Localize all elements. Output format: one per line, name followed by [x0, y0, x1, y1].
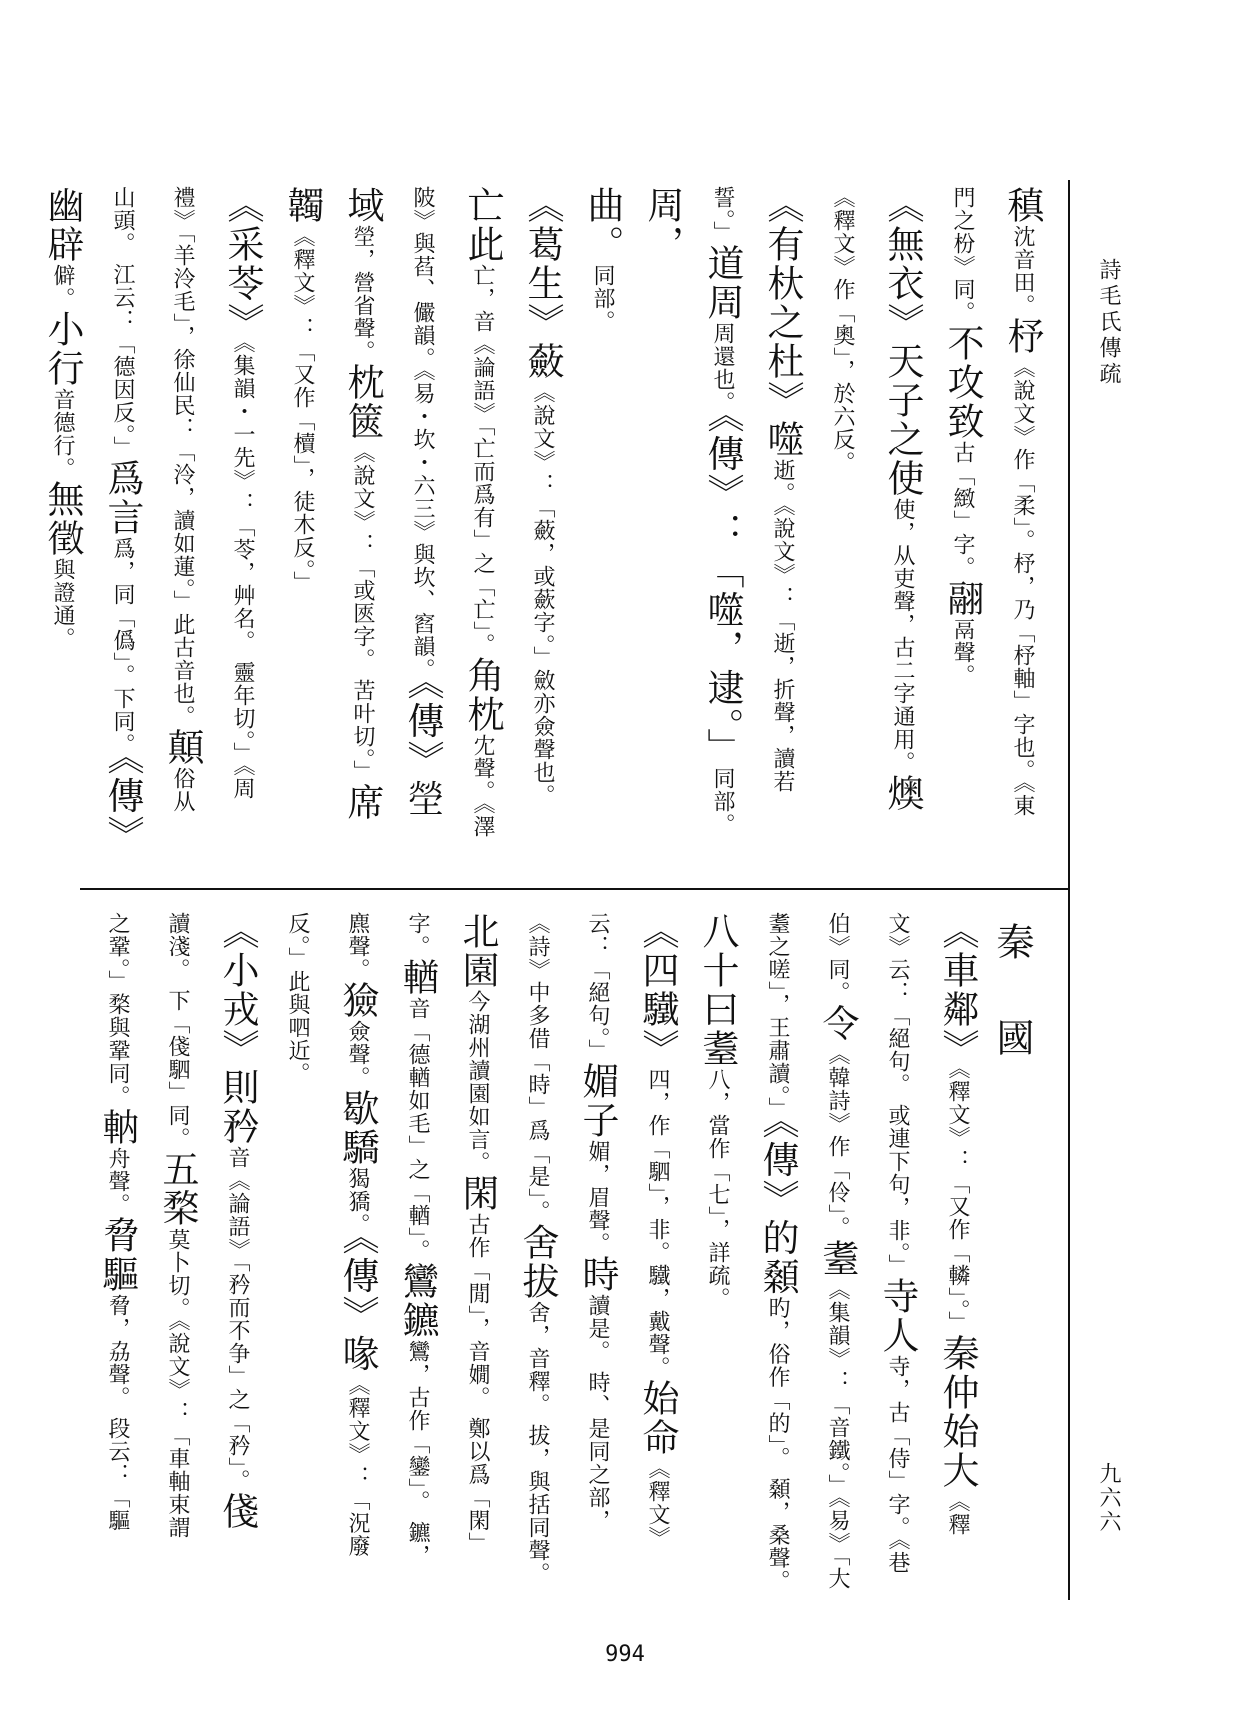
commentary-text: 僉聲。 [345, 1020, 370, 1089]
main-text: 《車鄰》 [936, 912, 979, 1068]
commentary-text: 陂》與萏、儼韻。《易・坎・六三》與坎、窞韻。 [410, 186, 435, 681]
commentary-text: 爲，同「僞」。下同。 [110, 537, 135, 756]
commentary-text: 反。」此與呬近。 [285, 912, 310, 1085]
commentary-text: 僻。 [50, 264, 75, 310]
commentary-text: 《說文》：「蘞，或蘝字。」斂亦僉聲也。 [530, 381, 555, 807]
commentary-text: 舟聲。 [105, 1147, 130, 1216]
main-text: 《傳》：「噬，逮。」 [701, 414, 744, 767]
main-text: 始命 [636, 1379, 679, 1457]
lower-text-block [82, 912, 987, 1602]
main-text: 曲。 [581, 186, 624, 264]
main-text: 五楘 [156, 1150, 199, 1228]
main-text: 亡此 [461, 186, 504, 264]
commentary-text: 誓。」 [710, 186, 735, 244]
commentary-text: 使，从吏聲，古二字通用。 [890, 498, 915, 774]
commentary-text: 旳，俗作「的」。 顙，桑聲。 [765, 1296, 790, 1593]
text-column [687, 912, 747, 1602]
main-text: 翮 [941, 579, 984, 618]
main-text: 韣 [281, 186, 324, 225]
commentary-text: 云：「絕句。」 [585, 912, 610, 1062]
text-column [447, 912, 507, 1602]
commentary-text: 山頭。 江云：「德因反。」 [110, 186, 135, 459]
text-column [747, 912, 807, 1602]
section-heading: 秦國 [990, 922, 1034, 1114]
commentary-text: 《韓詩》作「伶」。 [825, 1043, 850, 1239]
commentary-text: 古作「閒」，音嫺。 鄭以爲「閑」 [465, 1213, 490, 1555]
text-column [92, 186, 152, 876]
commentary-text: 周還也。 [710, 322, 735, 414]
main-text: 爲言 [101, 459, 144, 537]
commentary-text: 脅，劦聲。 段云：「驅 [105, 1294, 130, 1532]
main-text: 席 [341, 783, 384, 822]
commentary-text: 耋之嗟」，王肅讀。」 [765, 912, 790, 1120]
commentary-text: 鬲聲。 [950, 618, 975, 687]
commentary-text: 《集韻・一先》：「苓，艸名。 靈年切。」《周 [230, 342, 255, 800]
main-text: 《有杕之杜》噬 [761, 186, 804, 459]
commentary-text: 音《論語》「矜而不争」之「矜」。 [225, 1146, 250, 1492]
text-column [267, 912, 327, 1602]
commentary-text: 同部。 [590, 264, 615, 333]
commentary-text: 《釋文》：「況廢 [345, 1373, 370, 1558]
text-column [512, 186, 572, 876]
commentary-text: 冘聲。《澤 [470, 734, 495, 838]
commentary-text: 舍，音釋。 拔，與括同聲。 [525, 1301, 550, 1585]
margin-rule [1068, 180, 1070, 1600]
main-text: 《小戎》則矜 [216, 912, 259, 1146]
text-column [567, 912, 627, 1602]
text-column [327, 912, 387, 1602]
main-text: 《傳》喙 [336, 1236, 379, 1374]
main-text: 《傳》 [101, 756, 144, 855]
main-text: 輶 [396, 958, 439, 997]
commentary-text: 字。 [405, 912, 430, 958]
main-text: 周， [641, 186, 684, 264]
commentary-text: 音「德輶如毛」之「輶」。 [405, 997, 430, 1262]
main-text: 俴 [216, 1492, 259, 1531]
main-text: 顛 [161, 728, 204, 767]
commentary-text: 塋，營省聲。 [350, 225, 375, 363]
text-column [812, 186, 872, 876]
main-text: 令 [816, 1004, 859, 1043]
main-text: 脅驅 [96, 1216, 139, 1294]
main-text: 《四驖》 [636, 912, 679, 1068]
commentary-text: 與證通。 [50, 558, 75, 650]
commentary-text: 猲獢。 [345, 1167, 370, 1236]
text-column [387, 912, 447, 1602]
text-column [147, 912, 207, 1602]
main-text: 媚子 [576, 1062, 619, 1140]
commentary-text: 媚，眉聲。 [585, 1140, 610, 1255]
main-text: 寺人 [876, 1277, 919, 1355]
commentary-text: 讀淺。 下「俴駟」同。 [165, 912, 190, 1150]
commentary-text: 沈音田。 [1010, 225, 1035, 317]
text-column [212, 186, 272, 876]
running-title: 詩毛氏傳疏 [1096, 258, 1121, 388]
commentary-text: 鸞，古作「鑾」。 鑣， [405, 1340, 430, 1567]
main-text: 《葛生》蘞 [521, 186, 564, 381]
main-text: 幽辟 [41, 186, 84, 264]
main-text: 耋 [816, 1239, 859, 1278]
commentary-text: 寺，古「侍」字。《巷 [885, 1355, 910, 1574]
main-text: 《無衣》天子之使 [881, 186, 924, 498]
commentary-text: 莫卜切。《說文》：「車軸束謂 [165, 1228, 190, 1539]
text-column [392, 186, 452, 876]
main-text: 八十曰耋 [696, 912, 739, 1068]
main-text: 杼 [1001, 317, 1044, 356]
commentary-text: 《集韻》：「音鐵。」《易》「大 [825, 1278, 850, 1590]
commentary-text: 八，當作「七」，詳疏。 [705, 1068, 730, 1310]
main-text: 歇驕 [336, 1089, 379, 1167]
commentary-text: 《說文》：「或匧字。 苦叶切。」 [350, 441, 375, 783]
commentary-text: 四，作「駟」，非。驖，戴聲。 [645, 1068, 670, 1379]
commentary-text: 亡，音《論語》「亡而爲有」之「亡」。 [470, 264, 495, 656]
commentary-text: 《釋文》：「又作「轔」。」 [945, 1068, 970, 1334]
commentary-text: 《釋 [945, 1490, 970, 1536]
commentary-text: 古「緻」字。 [950, 441, 975, 579]
text-column [152, 186, 212, 876]
commentary-text: 《詩》中多借「時」爲「是」。 [525, 912, 550, 1223]
main-text: 《采苓》 [221, 186, 264, 342]
text-column [867, 912, 927, 1602]
text-column [807, 912, 867, 1602]
main-text: 枕篋 [341, 363, 384, 441]
text-column [332, 186, 392, 876]
commentary-text: 《釋文》 [645, 1457, 670, 1549]
text-column [452, 186, 512, 876]
main-text: 秦仲始大 [936, 1334, 979, 1490]
main-text: 《傳》塋 [401, 681, 444, 819]
upper-text-block [41, 186, 1052, 876]
commentary-text: 音德行。 [50, 388, 75, 480]
main-text: 小行 [41, 310, 84, 388]
commentary-text: 麃聲。 [345, 912, 370, 981]
main-text: 角枕 [461, 656, 504, 734]
main-text: 舍拔 [516, 1223, 559, 1301]
main-text: 稹 [1001, 186, 1044, 225]
text-column [272, 186, 332, 876]
commentary-text: 《釋文》作「奧」，於六反。 [830, 186, 855, 474]
text-column [32, 186, 92, 876]
main-text: 鸞鑣 [396, 1262, 439, 1340]
main-text: 北園 [456, 912, 499, 990]
commentary-text: 門之枌》同。 [950, 186, 975, 324]
text-column [207, 912, 267, 1602]
text-column [627, 912, 687, 1602]
commentary-text: 之鞏。」楘與鞏同。 [105, 912, 130, 1108]
text-column [932, 186, 992, 876]
page-number-chinese: 九六六 [1096, 1462, 1121, 1534]
main-text: 不攻致 [941, 324, 984, 441]
text-column [507, 912, 567, 1602]
main-text: 軜 [96, 1108, 139, 1147]
text-column [572, 186, 632, 876]
main-text: 時 [576, 1255, 619, 1294]
text-column [992, 186, 1052, 876]
middle-divider [80, 888, 1070, 890]
commentary-text: 《釋文》：「又作「櫝」，徒木反。」 [290, 225, 315, 594]
main-text: 道周 [701, 244, 744, 322]
text-column [927, 912, 987, 1602]
commentary-text: 伯》同。 [825, 912, 850, 1004]
main-text: 閑 [456, 1174, 499, 1213]
main-text: 燠 [881, 774, 924, 813]
main-text: 《傳》的顙 [756, 1120, 799, 1297]
text-column [872, 186, 932, 876]
commentary-text: 逝。《說文》：「逝，折聲，讀若 [770, 459, 795, 793]
commentary-text: 俗从 [170, 767, 195, 813]
folio-number: 994 [605, 1642, 645, 1667]
main-text: 域 [341, 186, 384, 225]
main-text: 獫 [336, 981, 379, 1020]
commentary-text: 禮》「羊泠毛」，徐仙民：「泠，讀如蓮。」此古音也。 [170, 186, 195, 728]
commentary-text: 讀是。 時、是同之部， [585, 1294, 610, 1532]
commentary-text: 同部。 [710, 767, 735, 836]
text-column [632, 186, 752, 876]
commentary-text: 《說文》作「柔」。杼，乃「杼軸」字也。《東 [1010, 356, 1035, 817]
main-text: 無徵 [41, 480, 84, 558]
commentary-text: 今湖州讀園如言。 [465, 990, 490, 1174]
text-column [752, 186, 812, 876]
text-column [87, 912, 147, 1602]
commentary-text: 文》云：「絕句。 或連下句，非。」 [885, 912, 910, 1277]
